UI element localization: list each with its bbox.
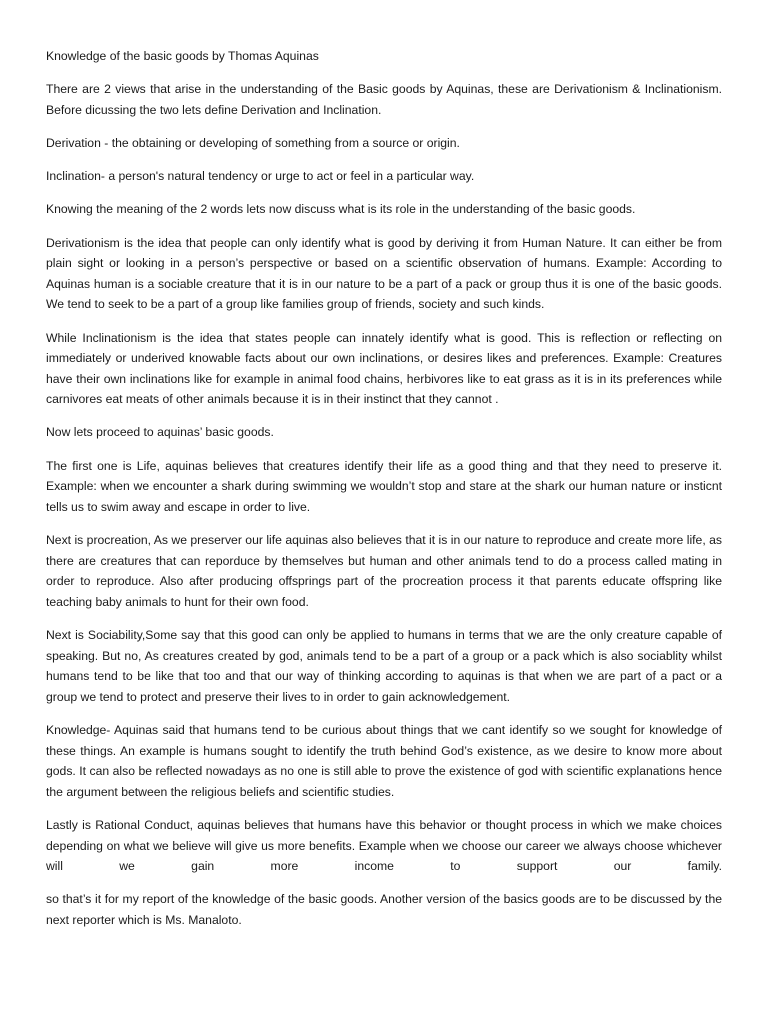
paragraph-knowledge: Knowledge- Aquinas said that humans tend to be curious about things that we cant identify so we sought for knowledge of these things. An example is humans sought to identify the truth behind God’s existence, as we desire to know more about gods. It can also be reflected nowadays as no one is still able to prove the existence of god with scientific explanations hence the argument between the religious beliefs and scientific studies. xyxy=(46,722,722,799)
document-title: Knowledge of the basic goods by Thomas Aquinas xyxy=(46,49,319,63)
paragraph-intro: There are 2 views that arise in the understanding of the Basic goods by Aquinas, these are Derivationism & Inclinationism. Before dicussing the two lets define Derivation and Inclination. xyxy=(46,82,722,117)
paragraph-derivation-definition: Derivation - the obtaining or developing of something from a source or origin. xyxy=(46,135,460,150)
paragraph-transition: Knowing the meaning of the 2 words lets now discuss what is its role in the understanding of the basic goods. xyxy=(46,202,636,217)
paragraph-rational-conduct: Lastly is Rational Conduct, aquinas believes that humans have this behavior or thought process in which we make choices depending on what we believe will give us more benefits. Example when we choose our career we always choose whichever will we gain more income to support our family. xyxy=(46,817,722,874)
paragraph-inclination-definition: Inclination- a person's natural tendency or urge to act or feel in a particular way. xyxy=(46,169,475,184)
paragraph-procreation: Next is procreation, As we preserver our life aquinas also believes that it is in our nature to reproduce and create more life, as there are creatures that can reporduce by themselves but human and other animals tend to do a process called mating in order to reproduce. Also after producing offsprings part of the procreation process it that parents educate offspring like teaching baby animals to hunt for their own food. xyxy=(46,533,722,609)
document-page xyxy=(46,46,722,943)
paragraph-conclusion: so that’s it for my report of the knowledge of the basic goods. Another version of the basics goods are to be discussed by the next reporter which is Ms. Manaloto. xyxy=(46,892,722,927)
paragraph-basic-goods-intro: Now lets proceed to aquinas’ basic goods. xyxy=(46,425,274,440)
paragraph-life: The first one is Life, aquinas believes that creatures identify their life as a good thing and that they need to preserve it. Example: when we encounter a shark during swimming we wouldn’t stop and stare at the shark our human nature or insticnt tells us to swim away and escape in order to live. xyxy=(46,458,722,514)
paragraph-derivationism: Derivationism is the idea that people can only identify what is good by deriving it from Human Nature. It can either be from plain sight or looking in a person’s perspective or based on a scientific observation of humans. Example: According to Aquinas human is a sociable creature that it is in our nature to be a part of a pack or group thus it is one of the basic goods. We tend to seek to be a part of a group like families group of friends, society and such kinds. xyxy=(46,235,722,312)
paragraph-inclinationism: While Inclinationism is the idea that states people can innately identify what is good. This is reflection or reflecting on immediately or underived knowable facts about our own inclinations, or desires likes and preferences. Example: Creatures have their own inclinations like for example in animal food chains, herbivores like to eat grass as it is in its preferences while carnivores eat meats of other animals because it is in their instinct that they cannot . xyxy=(46,330,722,407)
paragraph-sociability: Next is Sociability,Some say that this good can only be applied to humans in terms that we are the only creature capable of speaking. But no, As creatures created by god, animals tend to be a part of a group or a pack which is also sociablity whilst humans tend to be like that too and that our way of thinking according to aquinas is that when we are part of a pact or a group we tend to protect and preserve their lives to in order to gain acknowledgement. xyxy=(46,628,722,704)
